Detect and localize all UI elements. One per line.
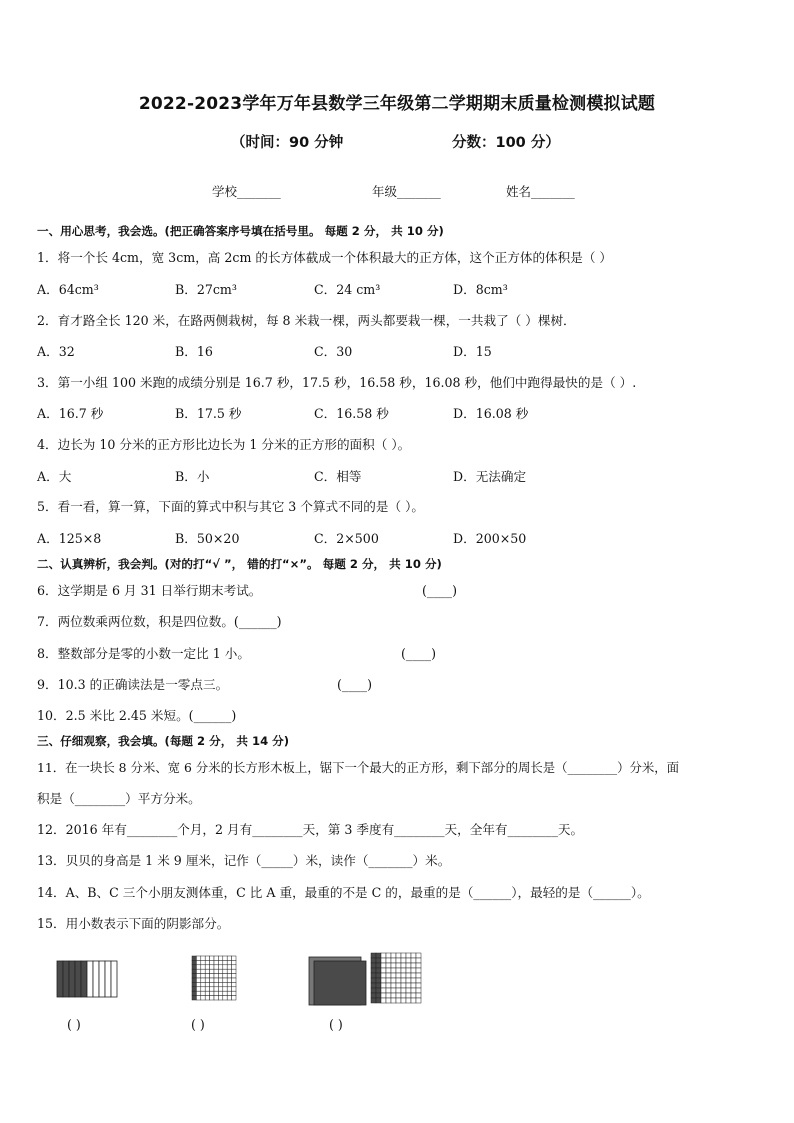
tenths-cell [105, 961, 111, 997]
tenths-cell [111, 961, 117, 997]
grid-cell [214, 996, 218, 1000]
grade-field: 年级_______ [372, 184, 441, 199]
grid-cell [401, 958, 406, 963]
exam-time: （时间：90 分钟 [231, 135, 344, 151]
grid-cell [218, 987, 222, 991]
grid-cell [416, 973, 421, 978]
grid-cell [214, 969, 218, 973]
grid-cell [223, 996, 227, 1000]
grid-cell [416, 953, 421, 958]
grid-cell [396, 978, 401, 983]
grid-cell [227, 965, 231, 969]
grid-cell [218, 974, 222, 978]
grid-cell [411, 993, 416, 998]
grid-cell [391, 978, 396, 983]
grid-cell [411, 973, 416, 978]
grid-cell [192, 965, 196, 969]
grid-cell [416, 993, 421, 998]
question-9: 9．10.3 的正确读法是一零点三。 [37, 677, 229, 692]
grid-cell [406, 968, 411, 973]
q8-answer-blank: (____) [401, 646, 437, 661]
grid-cell [386, 953, 391, 958]
grid-cell [192, 996, 196, 1000]
grid-cell [223, 982, 227, 986]
question-5: 5．看一看，算一算，下面的算式中积与其它 3 个算式不同的是（ ）。 [37, 499, 424, 514]
grid-cell [232, 982, 236, 986]
grid-cell [371, 953, 376, 958]
question-8: 8．整数部分是零的小数一定比 1 小。 [37, 646, 250, 661]
q3-option-b: B．17.5 秒 [175, 406, 242, 421]
grid-cell [376, 998, 381, 1003]
question-3: 3．第一小组 100 米跑的成绩分别是 16.7 秒，17.5 秒，16.58 秒，16.08 秒，他们中跑得最快的是（ ）. [37, 375, 637, 390]
grid-cell [371, 988, 376, 993]
grid-cell [223, 978, 227, 982]
grid-cell [386, 978, 391, 983]
grid-cell [381, 958, 386, 963]
grid-cell [205, 987, 209, 991]
grid-cell [381, 993, 386, 998]
figure-square-and-grid [308, 952, 424, 1006]
page-title: 2022-2023学年万年县数学三年级第二学期期末质量检测模拟试题 [138, 94, 656, 114]
grid-cell [227, 978, 231, 982]
tenths-cell [99, 961, 105, 997]
grid-cell [196, 974, 200, 978]
grid-cell [227, 982, 231, 986]
q1-option-c: C．24 cm³ [314, 282, 381, 297]
grid-cell [205, 996, 209, 1000]
grid-cell [411, 983, 416, 988]
name-field: 姓名_______ [506, 184, 575, 199]
grid-cell [416, 998, 421, 1003]
question-12: 12．2016 年有________个月，2 月有________天，第 3 季度有________天，全年有________天。 [37, 822, 584, 837]
grid-cell [381, 973, 386, 978]
grid-cell [391, 993, 396, 998]
tenths-cell [75, 961, 81, 997]
q4-option-c: C．相等 [314, 469, 362, 484]
question-7: 7．两位数乘两位数，积是四位数。(______) [37, 614, 282, 629]
grid-cell [210, 956, 214, 960]
grid-cell [416, 988, 421, 993]
grid-cell [401, 983, 406, 988]
grid-cell [223, 969, 227, 973]
question-6: 6．这学期是 6 月 31 日举行期末考试。 [37, 583, 262, 598]
grid-cell [386, 998, 391, 1003]
question-11-line-2: 积是（________）平方分米。 [37, 791, 201, 806]
tenths-cell [63, 961, 69, 997]
grid-cell [396, 998, 401, 1003]
grid-cell [391, 963, 396, 968]
grid-cell [406, 983, 411, 988]
q5-option-b: B．50×20 [175, 531, 240, 546]
q3-option-a: A．16.7 秒 [37, 406, 104, 421]
figure-3-answer: ( ) [329, 1017, 343, 1032]
grid-cell [210, 974, 214, 978]
grid-cell [406, 963, 411, 968]
grid-cell [381, 983, 386, 988]
grid-cell [201, 987, 205, 991]
grid-cell [192, 956, 196, 960]
grid-cell [376, 988, 381, 993]
grid-cell [386, 963, 391, 968]
grid-cell [232, 960, 236, 964]
grid-cell [192, 969, 196, 973]
grid-cell [391, 973, 396, 978]
grid-cell [232, 965, 236, 969]
grid-cell [201, 996, 205, 1000]
grid-cell [411, 958, 416, 963]
grid-cell [396, 953, 401, 958]
grid-cell [376, 968, 381, 973]
q6-answer-blank: (____) [422, 583, 458, 598]
grid-cell [406, 958, 411, 963]
grid-cell [205, 969, 209, 973]
figure-hundred-grid [191, 955, 237, 1005]
grid-cell [192, 960, 196, 964]
question-4: 4．边长为 10 分米的正方形比边长为 1 分米的正方形的面积（ ）。 [37, 437, 411, 452]
grid-cell [416, 963, 421, 968]
grid-cell [214, 965, 218, 969]
grid-cell [391, 953, 396, 958]
figure-2-answer: ( ) [191, 1017, 205, 1032]
q9-answer-blank: (____) [337, 677, 373, 692]
grid-cell [381, 953, 386, 958]
grid-cell [386, 973, 391, 978]
grid-cell [201, 965, 205, 969]
grid-cell [232, 996, 236, 1000]
grid-cell [210, 978, 214, 982]
grid-cell [205, 956, 209, 960]
grid-cell [406, 988, 411, 993]
grid-cell [218, 960, 222, 964]
grid-cell [411, 963, 416, 968]
grid-cell [371, 993, 376, 998]
grid-cell [381, 978, 386, 983]
grid-cell [376, 983, 381, 988]
grid-cell [218, 956, 222, 960]
q1-option-d: D．8cm³ [453, 282, 508, 297]
grid-cell [371, 998, 376, 1003]
grid-cell [406, 998, 411, 1003]
section-1-heading: 一、用心思考，我会选。(把正确答案序号填在括号里。 每题 2 分， 共 10 分) [37, 224, 444, 238]
grid-cell [401, 993, 406, 998]
grid-cell [223, 974, 227, 978]
grid-cell [406, 973, 411, 978]
q4-option-b: B．小 [175, 469, 210, 484]
tenths-cell [81, 961, 87, 997]
grid-cell [396, 973, 401, 978]
grid-cell [396, 958, 401, 963]
q2-option-c: C．30 [314, 344, 353, 359]
grid-cell [381, 998, 386, 1003]
grid-cell [391, 988, 396, 993]
grid-cell [376, 958, 381, 963]
grid-cell [192, 978, 196, 982]
grid-cell [201, 969, 205, 973]
question-2: 2．育才路全长 120 米，在路两侧栽树，每 8 米栽一棵，两头都要栽一棵，一共栽了（ ）棵树． [37, 313, 576, 328]
grid-cell [196, 987, 200, 991]
grid-cell [371, 973, 376, 978]
grid-cell [223, 991, 227, 995]
shaded-square-front [314, 961, 366, 1005]
grid-cell [371, 958, 376, 963]
grid-cell [192, 991, 196, 995]
question-1: 1．将一个长 4cm，宽 3cm，高 2cm 的长方体截成一个体积最大的正方体，这个正方体的体积是（ ） [37, 250, 613, 265]
tenths-cell [57, 961, 63, 997]
grid-cell [196, 982, 200, 986]
question-11-line-1: 11．在一块长 8 分米、宽 6 分米的长方形木板上，锯下一个最大的正方形，剩下部分的周长是（________）分米，面 [37, 760, 680, 775]
grid-cell [205, 974, 209, 978]
grid-cell [386, 968, 391, 973]
grid-cell [196, 960, 200, 964]
grid-cell [223, 987, 227, 991]
grid-cell [391, 998, 396, 1003]
grid-cell [406, 953, 411, 958]
grid-cell [391, 983, 396, 988]
grid-cell [391, 968, 396, 973]
grid-cell [227, 969, 231, 973]
grid-cell [210, 965, 214, 969]
grid-cell [232, 991, 236, 995]
grid-cell [396, 968, 401, 973]
grid-cell [411, 953, 416, 958]
grid-cell [223, 965, 227, 969]
exam-score: 分数：100 分） [452, 135, 560, 151]
q5-option-a: A．125×8 [37, 531, 102, 546]
grid-cell [232, 978, 236, 982]
grid-cell [210, 960, 214, 964]
grid-cell [401, 988, 406, 993]
grid-cell [396, 983, 401, 988]
grid-cell [386, 988, 391, 993]
question-14: 14．A、B、C 三个小朋友测体重，C 比 A 重，最重的不是 C 的，最重的是（______），最轻的是（______）。 [37, 885, 650, 900]
grid-cell [406, 978, 411, 983]
grid-cell [227, 987, 231, 991]
grid-cell [227, 960, 231, 964]
grid-cell [210, 991, 214, 995]
grid-cell [381, 988, 386, 993]
grid-cell [196, 965, 200, 969]
grid-cell [232, 969, 236, 973]
grid-cell [214, 956, 218, 960]
grid-cell [416, 983, 421, 988]
q4-option-a: A．大 [37, 469, 72, 484]
grid-cell [401, 978, 406, 983]
grid-cell [192, 974, 196, 978]
grid-cell [214, 978, 218, 982]
grid-cell [196, 978, 200, 982]
grid-cell [376, 978, 381, 983]
grid-cell [386, 958, 391, 963]
grid-cell [227, 996, 231, 1000]
grid-cell [218, 996, 222, 1000]
question-10: 10．2.5 米比 2.45 米短。(______) [37, 708, 237, 723]
grid-cell [396, 988, 401, 993]
grid-cell [411, 988, 416, 993]
grid-cell [401, 998, 406, 1003]
section-2-heading: 二、认真辨析，我会判。(对的打“√ ”， 错的打“×”。 每题 2 分， 共 10 分) [37, 557, 442, 571]
grid-cell [223, 960, 227, 964]
grid-cell [381, 963, 386, 968]
grid-cell [396, 993, 401, 998]
tenths-cell [93, 961, 99, 997]
q3-option-d: D．16.08 秒 [453, 406, 529, 421]
grid-cell [227, 956, 231, 960]
grid-cell [214, 974, 218, 978]
grid-cell [196, 991, 200, 995]
grid-cell [371, 968, 376, 973]
grid-cell [218, 982, 222, 986]
tenths-cell [69, 961, 75, 997]
grid-cell [223, 956, 227, 960]
grid-cell [192, 982, 196, 986]
grid-cell [232, 956, 236, 960]
grid-cell [416, 978, 421, 983]
grid-cell [214, 982, 218, 986]
grid-cell [210, 987, 214, 991]
grid-cell [205, 965, 209, 969]
grid-cell [218, 969, 222, 973]
grid-cell [196, 996, 200, 1000]
grid-cell [376, 953, 381, 958]
grid-cell [210, 982, 214, 986]
grid-cell [376, 973, 381, 978]
grid-cell [218, 965, 222, 969]
q5-option-c: C．2×500 [314, 531, 379, 546]
grid-cell [214, 987, 218, 991]
grid-cell [381, 968, 386, 973]
q2-option-a: A．32 [37, 344, 75, 359]
grid-cell [196, 956, 200, 960]
grid-cell [196, 969, 200, 973]
grid-cell [205, 982, 209, 986]
q1-option-b: B．27cm³ [175, 282, 237, 297]
grid-cell [214, 960, 218, 964]
grid-cell [232, 974, 236, 978]
q2-option-d: D．15 [453, 344, 492, 359]
grid-cell [401, 973, 406, 978]
grid-cell [411, 978, 416, 983]
figure-tenths-strip [56, 960, 119, 998]
grid-cell [201, 978, 205, 982]
grid-cell [376, 963, 381, 968]
grid-cell [205, 978, 209, 982]
school-field: 学校_______ [212, 184, 281, 199]
q2-option-b: B．16 [175, 344, 213, 359]
grid-cell [210, 969, 214, 973]
grid-cell [401, 953, 406, 958]
q1-option-a: A．64cm³ [37, 282, 99, 297]
grid-cell [227, 974, 231, 978]
grid-cell [411, 998, 416, 1003]
grid-cell [192, 987, 196, 991]
grid-cell [371, 983, 376, 988]
grid-cell [201, 974, 205, 978]
grid-cell [214, 991, 218, 995]
question-15: 15．用小数表示下面的阴影部分。 [37, 916, 230, 931]
q4-option-d: D．无法确定 [453, 469, 527, 484]
grid-cell [201, 956, 205, 960]
grid-cell [386, 983, 391, 988]
grid-cell [386, 993, 391, 998]
grid-cell [218, 991, 222, 995]
section-3-heading: 三、仔细观察，我会填。(每题 2 分， 共 14 分) [37, 734, 290, 748]
grid-cell [391, 958, 396, 963]
grid-cell [205, 960, 209, 964]
grid-cell [401, 968, 406, 973]
q3-option-c: C．16.58 秒 [314, 406, 389, 421]
grid-cell [416, 968, 421, 973]
grid-cell [227, 991, 231, 995]
grid-cell [201, 982, 205, 986]
grid-cell [371, 963, 376, 968]
grid-cell [218, 978, 222, 982]
grid-cell [201, 960, 205, 964]
grid-cell [396, 963, 401, 968]
tenths-cell [87, 961, 93, 997]
grid-cell [232, 987, 236, 991]
grid-cell [416, 958, 421, 963]
question-13: 13．贝贝的身高是 1 米 9 厘米，记作（_____）米，读作（_______）米。 [37, 853, 451, 868]
figure-1-answer: ( ) [67, 1017, 81, 1032]
grid-cell [411, 968, 416, 973]
grid-cell [371, 978, 376, 983]
grid-cell [406, 993, 411, 998]
grid-cell [210, 996, 214, 1000]
grid-cell [201, 991, 205, 995]
grid-cell [401, 963, 406, 968]
q5-option-d: D．200×50 [453, 531, 527, 546]
grid-cell [205, 991, 209, 995]
grid-cell [376, 993, 381, 998]
